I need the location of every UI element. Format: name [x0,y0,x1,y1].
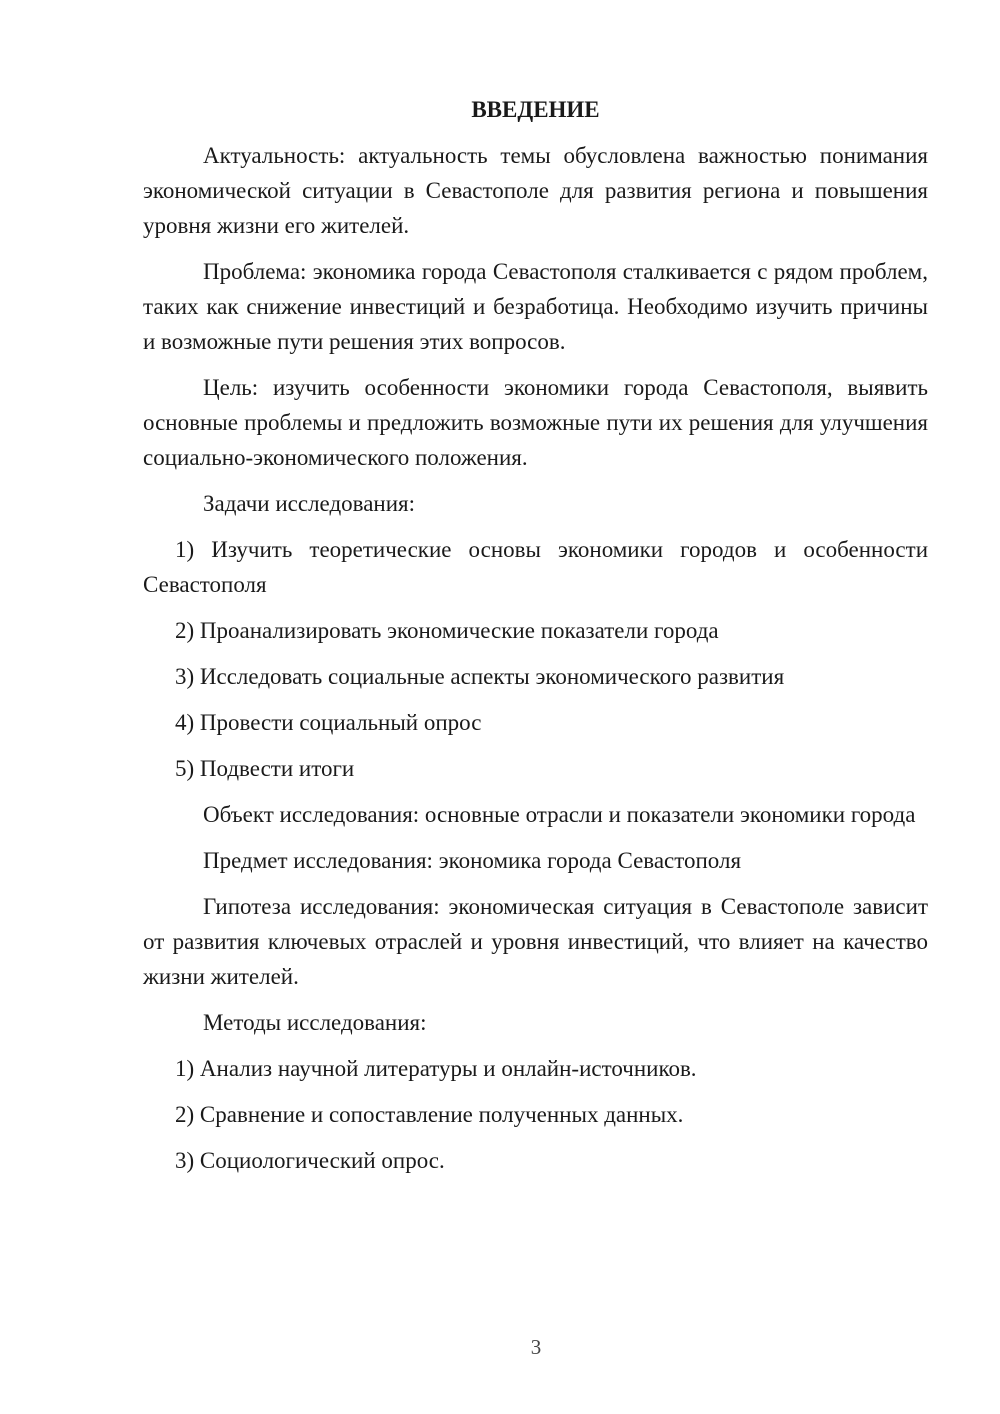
tasks-heading: Задачи исследования: [203,491,416,516]
list-item: 4) Провести социальный опрос [175,710,482,735]
paragraph-relevance: Актуальность: актуальность темы обусловлена важностью понимания экономической ситуации в Севастополе для развития региона и повышения уровня жизни его жителей. [143,143,928,238]
paragraph-problem: Проблема: экономика города Севастополя сталкивается с рядом проблем, таких как снижение инвестиций и безработица. Необходимо изучить причины и возможные пути решения этих вопросов. [143,259,928,354]
methods-list [143,1051,928,1178]
list-item: 3) Социологический опрос. [175,1148,445,1173]
section-title: ВВЕДЕНИЕ [471,97,600,122]
methods-heading: Методы исследования: [203,1010,427,1035]
paragraph-object: Объект исследования: основные отрасли и показатели экономики города [203,802,916,827]
paragraph-goal: Цель: изучить особенности экономики города Севастополя, выявить основные проблемы и предложить возможные пути их решения для улучшения социально-экономического положения. [143,375,928,470]
list-item: 1) Изучить теоретические основы экономики городов и особенности Севастополя [143,537,928,597]
paragraph-hypothesis: Гипотеза исследования: экономическая ситуация в Севастополе зависит от развития ключевых отраслей и уровня инвестиций, что влияет на качество жизни жителей. [143,894,928,989]
list-item: 2) Проанализировать экономические показатели города [175,618,719,643]
list-item: 1) Анализ научной литературы и онлайн-источников. [175,1056,697,1081]
list-item: 5) Подвести итоги [175,756,355,781]
list-item: 3) Исследовать социальные аспекты экономического развития [175,664,785,689]
page-content [143,92,928,1189]
paragraph-subject: Предмет исследования: экономика города Севастополя [203,848,742,873]
list-item: 2) Сравнение и сопоставление полученных данных. [175,1102,684,1127]
page-number: 3 [530,1335,542,1359]
tasks-list [143,532,928,786]
